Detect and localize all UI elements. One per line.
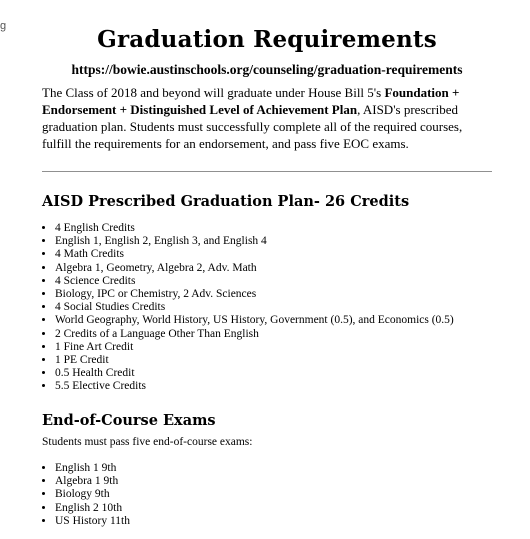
list-item: • 4 English Credits [55,222,454,235]
corner-glyph: g [0,20,7,32]
list-item: • 5.5 Elective Credits [55,380,454,393]
list-item: • English 2 10th [55,502,130,515]
intro-plan-name: Foundation + Endorsement + Distinguished Level of Achievement Plan [42,85,460,117]
eoc-list [42,462,130,528]
intro-paragraph [42,84,492,152]
list-item: • Algebra 1 9th [55,475,130,488]
plan-list [42,222,454,394]
page-title: Graduation Requirements [97,26,437,53]
plan-heading: AISD Prescribed Graduation Plan- 26 Credits [42,193,410,210]
list-item: • 4 Science Credits [55,275,454,288]
list-item: • Algebra 1, Geometry, Algebra 2, Adv. Math [55,262,454,275]
list-item: • US History 11th [55,515,130,528]
list-item: • 4 Social Studies Credits [55,301,454,314]
list-item: • 1 PE Credit [55,354,454,367]
list-item: • 4 Math Credits [55,248,454,261]
list-item: • Biology, IPC or Chemistry, 2 Adv. Sciences [55,288,454,301]
list-item: • English 1 9th [55,462,130,475]
intro-text-1: The Class of 2018 and beyond will graduate under House Bill 5's [42,85,385,100]
list-item: • Biology 9th [55,488,130,501]
eoc-subtext: Students must pass five end-of-course exams: [42,436,253,448]
section-divider [42,171,492,172]
list-item: • 2 Credits of a Language Other Than English [55,328,454,341]
eoc-heading: End-of-Course Exams [42,412,216,429]
intro-text-2: , AISD's prescribed graduation plan. Students must successfully complete all of the required courses, fulfill the requirements for an endorsement, and pass five EOC exams. [42,102,463,151]
list-item: • 1 Fine Art Credit [55,341,454,354]
source-url: https://bowie.austinschools.org/counseling/graduation-requirements [71,62,463,77]
list-item: • English 1, English 2, English 3, and English 4 [55,235,454,248]
list-item: • World Geography, World History, US History, Government (0.5), and Economics (0.5) [55,314,454,327]
list-item: • 0.5 Health Credit [55,367,454,380]
